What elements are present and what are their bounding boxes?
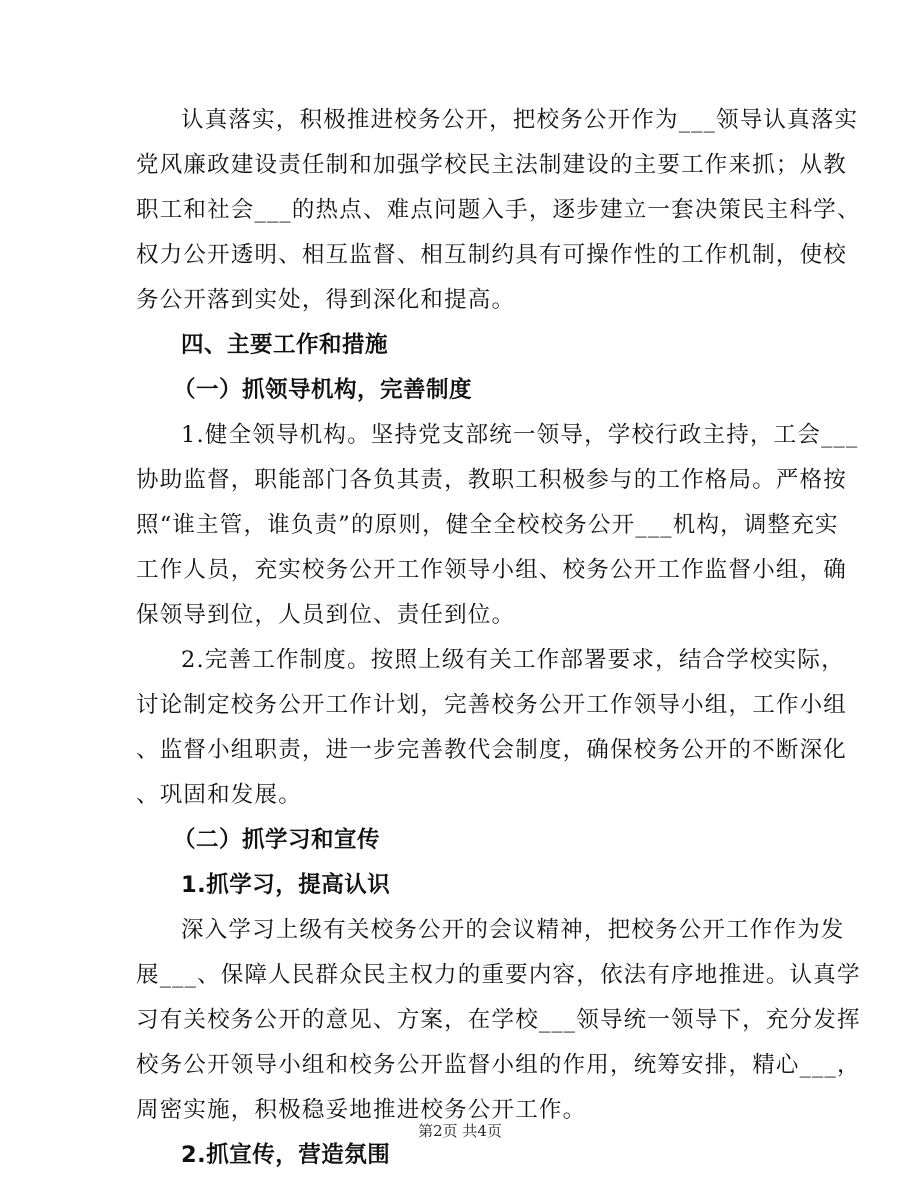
paragraph-line: 工作人员，充实校务公开工作领导小组、校务公开工作监督小组，确 <box>136 557 848 583</box>
subsection-heading: （二）抓学习和宣传 <box>173 827 381 853</box>
page-number-footer: 第2页 共4页 <box>418 1122 502 1140</box>
paragraph-line: 党风廉政建设责任制和加强学校民主法制建设的主要工作来抓；从教 <box>136 152 848 178</box>
paragraph-line: 保领导到位，人员到位、责任到位。 <box>136 602 516 628</box>
paragraph-line: 权力公开透明、相互监督、相互制约具有可操作性的工作机制，使校 <box>136 242 848 268</box>
item-heading: 2.抓宣传，营造氛围 <box>181 1142 391 1168</box>
paragraph-line: 、巩固和发展。 <box>136 782 302 808</box>
paragraph-line: 照“谁主管，谁负责”的原则，健全全校校务公开___机构，调整充实 <box>136 512 839 538</box>
paragraph-line: 认真落实，积极推进校务公开，把校务公开作为___领导认真落实 <box>181 107 859 133</box>
paragraph-line: 周密实施，积极稳妥地推进校务公开工作。 <box>136 1097 587 1123</box>
paragraph-line: 1.健全领导机构。坚持党支部统一领导，学校行政主持，工会___ <box>181 422 859 448</box>
paragraph-line: 展___、保障人民群众民主权力的重要内容，依法有序地推进。认真学 <box>136 962 861 988</box>
subsection-heading: （一）抓领导机构，完善制度 <box>173 377 473 403</box>
paragraph-line: 2.完善工作制度。按照上级有关工作部署要求，结合学校实际， <box>181 647 845 673</box>
paragraph-line: 、监督小组职责，进一步完善教代会制度，确保校务公开的不断深化 <box>136 737 848 763</box>
paragraph-line: 务公开落到实处，得到深化和提高。 <box>136 287 516 313</box>
section-heading: 四、主要工作和措施 <box>181 332 389 358</box>
paragraph-line: 协助监督，职能部门各负其责，教职工积极参与的工作格局。严格按 <box>136 467 848 493</box>
paragraph-line: 职工和社会___的热点、难点问题入手，逐步建立一套决策民主科学、 <box>136 197 861 223</box>
paragraph-line: 讨论制定校务公开工作计划，完善校务公开工作领导小组，工作小组 <box>136 692 848 718</box>
paragraph-line: 深入学习上级有关校务公开的会议精神，把校务公开工作作为发 <box>181 917 845 943</box>
item-heading: 1.抓学习，提高认识 <box>181 872 391 898</box>
paragraph-line: 习有关校务公开的意见、方案，在学校___领导统一领导下，充分发挥 <box>136 1007 861 1033</box>
paragraph-line: 校务公开领导小组和校务公开监督小组的作用，统筹安排，精心___， <box>136 1052 861 1078</box>
